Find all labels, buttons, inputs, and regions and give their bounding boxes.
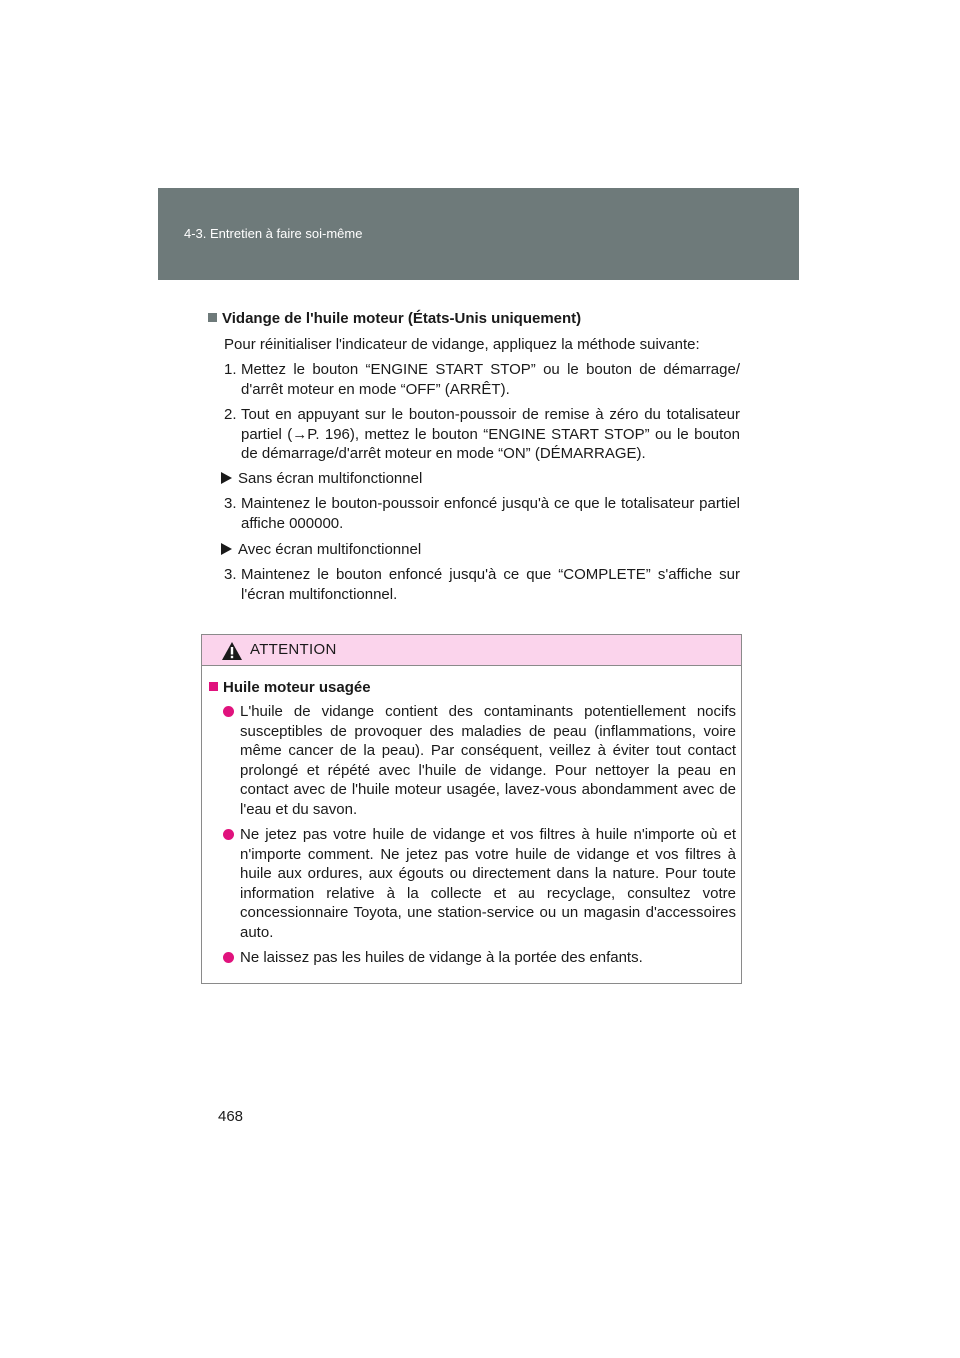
triangle-arrow-icon: [221, 472, 232, 484]
step-number: 2.: [224, 406, 237, 423]
warning-bullet-3: Ne laissez pas les huiles de vidange à la portée des enfants.: [240, 949, 643, 966]
warning-title: ATTENTION: [250, 641, 337, 658]
section-title: 4-3. Entretien à faire soi-même: [184, 226, 363, 241]
variant-label-without-display: Sans écran multifonctionnel: [221, 469, 422, 489]
triangle-arrow-icon: [221, 543, 232, 555]
warning-heading: Huile moteur usagée: [209, 678, 371, 698]
step-number: 3.: [224, 495, 237, 512]
warning-triangle-icon: [222, 642, 242, 660]
warning-box: [201, 634, 742, 984]
bullet-dot-icon: [223, 952, 234, 963]
step-text: Maintenez le bouton-poussoir enfoncé jusqu'à ce que le totalisateur partiel affiche 000000.: [241, 495, 740, 532]
variant-label-with-display: Avec écran multifonctionnel: [221, 540, 421, 560]
section-header: [158, 188, 799, 280]
step-number: 3.: [224, 566, 237, 583]
bullet-dot-icon: [223, 829, 234, 840]
square-bullet-icon: [208, 313, 217, 322]
step-text: Maintenez le bouton enfoncé jusqu'à ce que “COMPLETE” s'affiche sur l'écran multifonctionnel.: [241, 566, 740, 603]
page-number: 468: [218, 1108, 244, 1125]
intro-text: Pour réinitialiser l'indicateur de vidange, appliquez la méthode suivante:: [224, 336, 700, 353]
step-number: 1.: [224, 361, 237, 378]
section-heading: Vidange de l'huile moteur (États-Unis uniquement): [208, 309, 581, 329]
step-text: Tout en appuyant sur le bouton-poussoir de remise à zéro du totalisateur partiel (→P. 196), mettez le bouton “ENGINE START STOP” ou le bouton de démarrage/d'arrêt moteur en mode “ON” (DÉMARRAGE).: [241, 406, 740, 462]
bullet-dot-icon: [223, 706, 234, 717]
step-text: Mettez le bouton “ENGINE START STOP” ou le bouton de démarrage/ d'arrêt moteur en mode “OFF” (ARRÊT).: [241, 361, 740, 398]
square-bullet-icon: [209, 682, 218, 691]
warning-bullet-2: Ne jetez pas votre huile de vidange et vos filtres à huile n'importe où et n'importe comment. Ne jetez pas votre huile de vidange et vos filtres à huile aux ordures, aux égouts ou directement dans la nature. Pour toute information relative à la collecte et au recyclage, consultez votre concessionnaire Toyota, une station-service ou un magasin d'accessoires auto.: [240, 826, 736, 941]
warning-header: [202, 635, 741, 666]
warning-bullet-1: L'huile de vidange contient des contaminants potentiellement nocifs susceptibles de provoquer des maladies de peau (inflammations, voire même cancer de la peau). Par conséquent, veillez à éviter tout contact prolongé et répété avec l'huile de vidange. Pour nettoyer la peau en contact avec de l'huile moteur usagée, lavez-vous abondamment avec de l'eau et du savon.: [240, 703, 736, 818]
